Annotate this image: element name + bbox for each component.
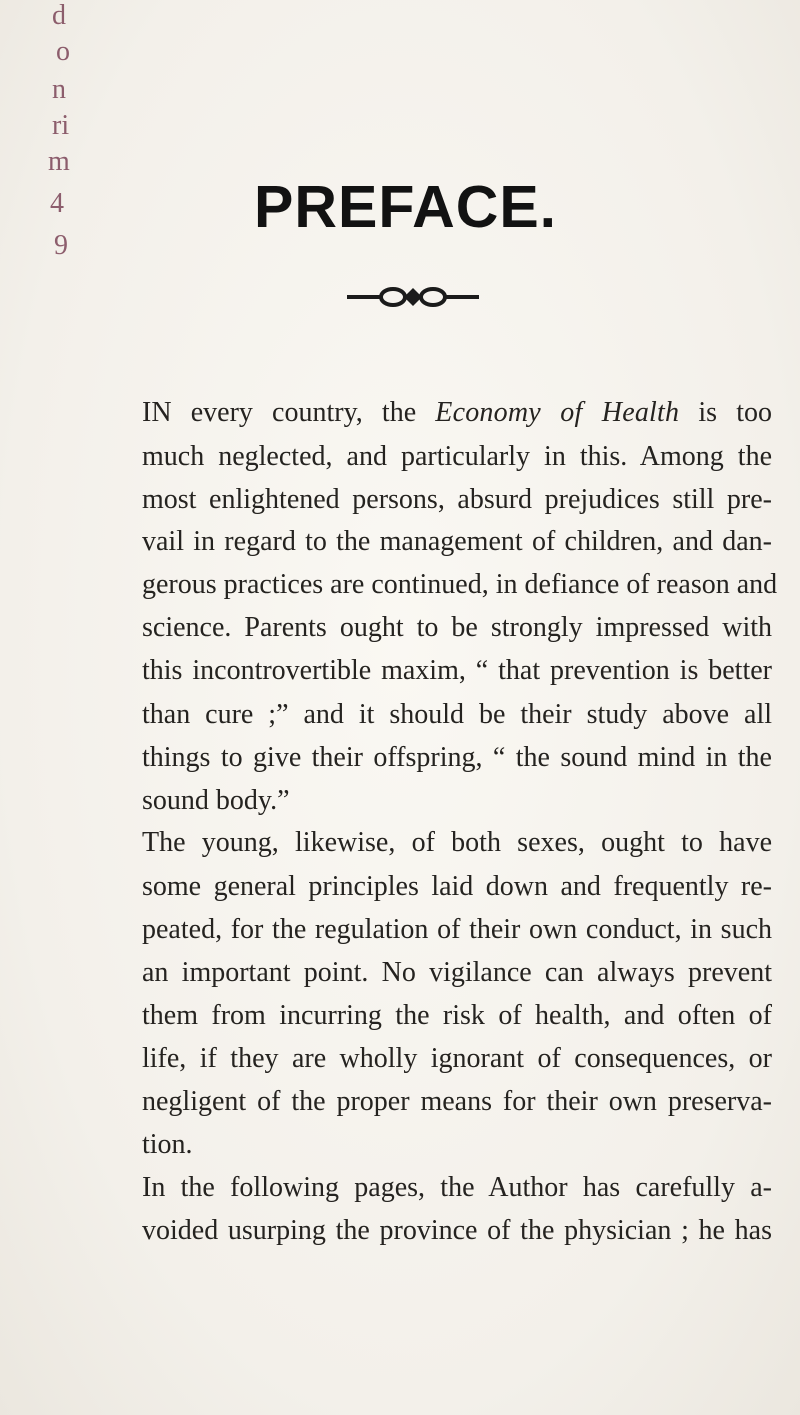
text-line: sound body.” — [142, 785, 290, 816]
italic-phrase: Economy of Health — [435, 397, 680, 428]
text-line: vail in regard to the management of children, and dan- — [142, 526, 772, 557]
page-title: PREFACE. — [254, 174, 558, 240]
text-line: The young, likewise, of both sexes, ought to have — [142, 827, 772, 858]
text-line: this incontrovertible maxim, “ that prevention is better — [142, 655, 772, 686]
text-line: things to give their offspring, “ the sound mind in the — [142, 742, 772, 773]
text-line: than cure ;” and it should be their study above all — [142, 699, 772, 730]
margin-mark: o — [56, 36, 70, 67]
margin-mark: ri — [52, 110, 70, 141]
text-line: science. Parents ought to be strongly impressed with — [142, 612, 772, 643]
margin-mark: 4 — [50, 188, 64, 219]
text-line: most enlightened persons, absurd prejudices still pre- — [142, 484, 772, 515]
text-line: negligent of the proper means for their own preserva- — [142, 1086, 772, 1117]
text-line: voided usurping the province of the physician ; he has — [142, 1215, 772, 1246]
text-line — [142, 392, 772, 433]
margin-annotation — [46, 2, 76, 272]
margin-mark: m — [48, 146, 70, 177]
text-line: In the following pages, the Author has carefully a- — [142, 1172, 772, 1203]
text-line: tion. — [142, 1129, 193, 1160]
text-line: peated, for the regulation of their own conduct, in such — [142, 914, 772, 945]
text-line: them from incurring the risk of health, and often of — [142, 1000, 772, 1031]
ornament-divider — [347, 286, 479, 308]
text-line: an important point. No vigilance can always prevent — [142, 957, 772, 988]
text-segment: is too — [679, 397, 772, 428]
text-line: much neglected, and particularly in this. Among the — [142, 441, 772, 472]
text-segment: IN every country, the — [142, 397, 436, 428]
margin-mark: d — [52, 0, 66, 31]
text-line: some general principles laid down and frequently re- — [142, 871, 772, 902]
margin-mark: 9 — [54, 230, 68, 261]
margin-mark: n — [52, 74, 66, 105]
text-line: gerous practices are continued, in defiance of reason and — [142, 569, 778, 600]
text-line: life, if they are wholly ignorant of consequences, or — [142, 1043, 772, 1074]
